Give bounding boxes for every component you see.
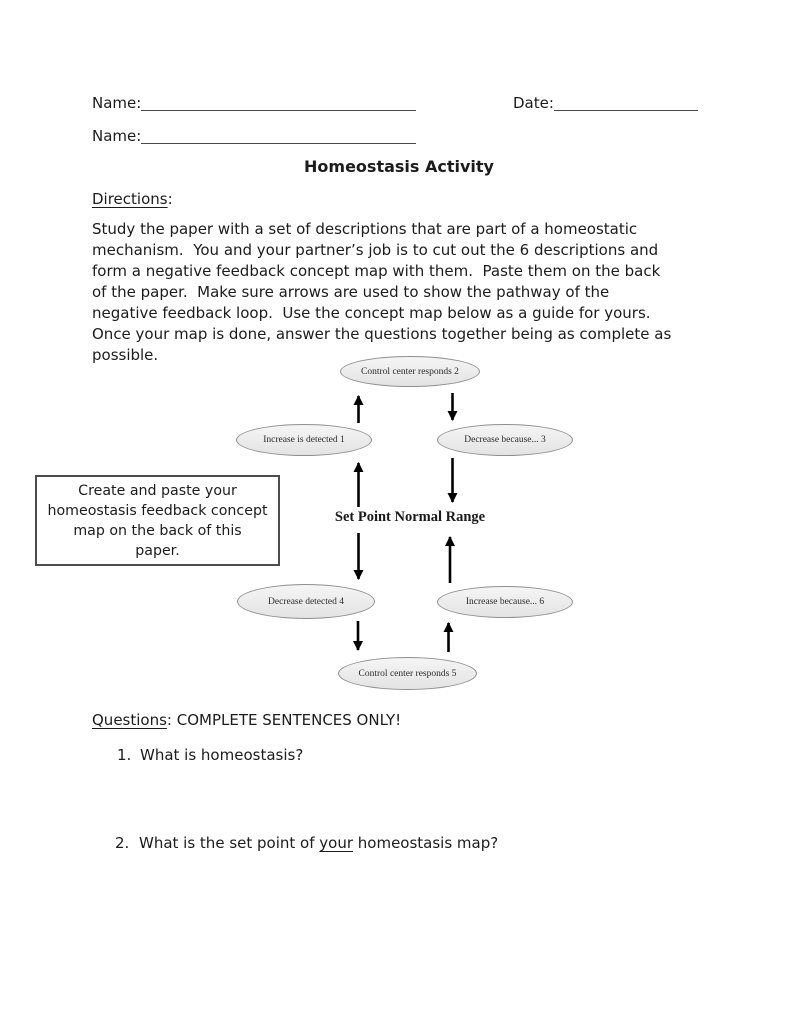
node-decrease-detected-4 [237, 584, 375, 619]
question-2-text [139, 834, 498, 852]
side-note-box [35, 475, 280, 566]
node-label: Control center responds 2 [361, 366, 459, 377]
instruction-line: Study the paper with a set of descriptions that are part of a homeostatic [92, 220, 638, 238]
question-2-text-pre: What is the set point of [139, 834, 320, 852]
name-date-line [92, 94, 554, 114]
name2-blank-line [141, 127, 416, 144]
instruction-line: negative feedback loop. Use the concept map below as a guide for yours. [92, 304, 651, 322]
question-1-text: What is homeostasis? [140, 746, 304, 764]
side-note-line: map on the back of this [73, 522, 242, 539]
directions-colon: : [167, 190, 173, 208]
date-label: Date: [513, 94, 554, 112]
questions-instruction: : COMPLETE SENTENCES ONLY! [166, 711, 402, 729]
node-label: Decrease detected 4 [268, 596, 344, 607]
directions-label: Directions [92, 190, 168, 208]
node-label: Control center responds 5 [358, 668, 457, 679]
instructions-paragraph [92, 219, 671, 366]
directions-heading [92, 190, 173, 208]
side-note-line: paper. [135, 542, 180, 559]
instruction-line: form a negative feedback concept map with them. Paste them on the back [92, 262, 661, 280]
node-control-center-responds-5 [338, 657, 477, 690]
set-point-label: Set Point Normal Range [334, 509, 486, 525]
concept-map [0, 350, 791, 700]
question-2-text-post: homeostasis map? [353, 834, 499, 852]
name2-label: Name: [92, 127, 142, 145]
side-note-line: Create and paste your [78, 482, 237, 499]
instruction-line: possible. [92, 346, 159, 364]
instruction-line: of the paper. Make sure arrows are used to show the pathway of the [92, 283, 610, 301]
instruction-line: Once your map is done, answer the questions together being as complete as [92, 325, 672, 343]
name-label: Name: [92, 94, 142, 112]
questions-label: Questions [92, 711, 167, 729]
date-blank-line [554, 94, 698, 111]
name-blank-line [141, 94, 416, 111]
node-increase-because-6 [437, 586, 573, 618]
date-group [513, 94, 698, 112]
question-1-number: 1. [117, 746, 132, 764]
page-title: Homeostasis Activity [304, 157, 494, 176]
node-label: Increase because... 6 [465, 597, 545, 607]
node-decrease-because-3 [437, 424, 573, 456]
question-2-number: 2. [115, 834, 130, 852]
name-line-2 [92, 127, 416, 147]
node-control-center-responds-2 [340, 356, 480, 387]
node-label: Increase is detected 1 [263, 435, 345, 445]
instruction-line: mechanism. You and your partner’s job is to cut out the 6 descriptions and [92, 241, 659, 259]
side-note-line: homeostasis feedback concept [47, 502, 268, 519]
node-increase-is-detected-1 [236, 424, 372, 456]
node-label: Decrease because... 3 [464, 435, 546, 445]
question-2-text-underlined-your: your [319, 834, 353, 852]
questions-heading [92, 711, 401, 729]
